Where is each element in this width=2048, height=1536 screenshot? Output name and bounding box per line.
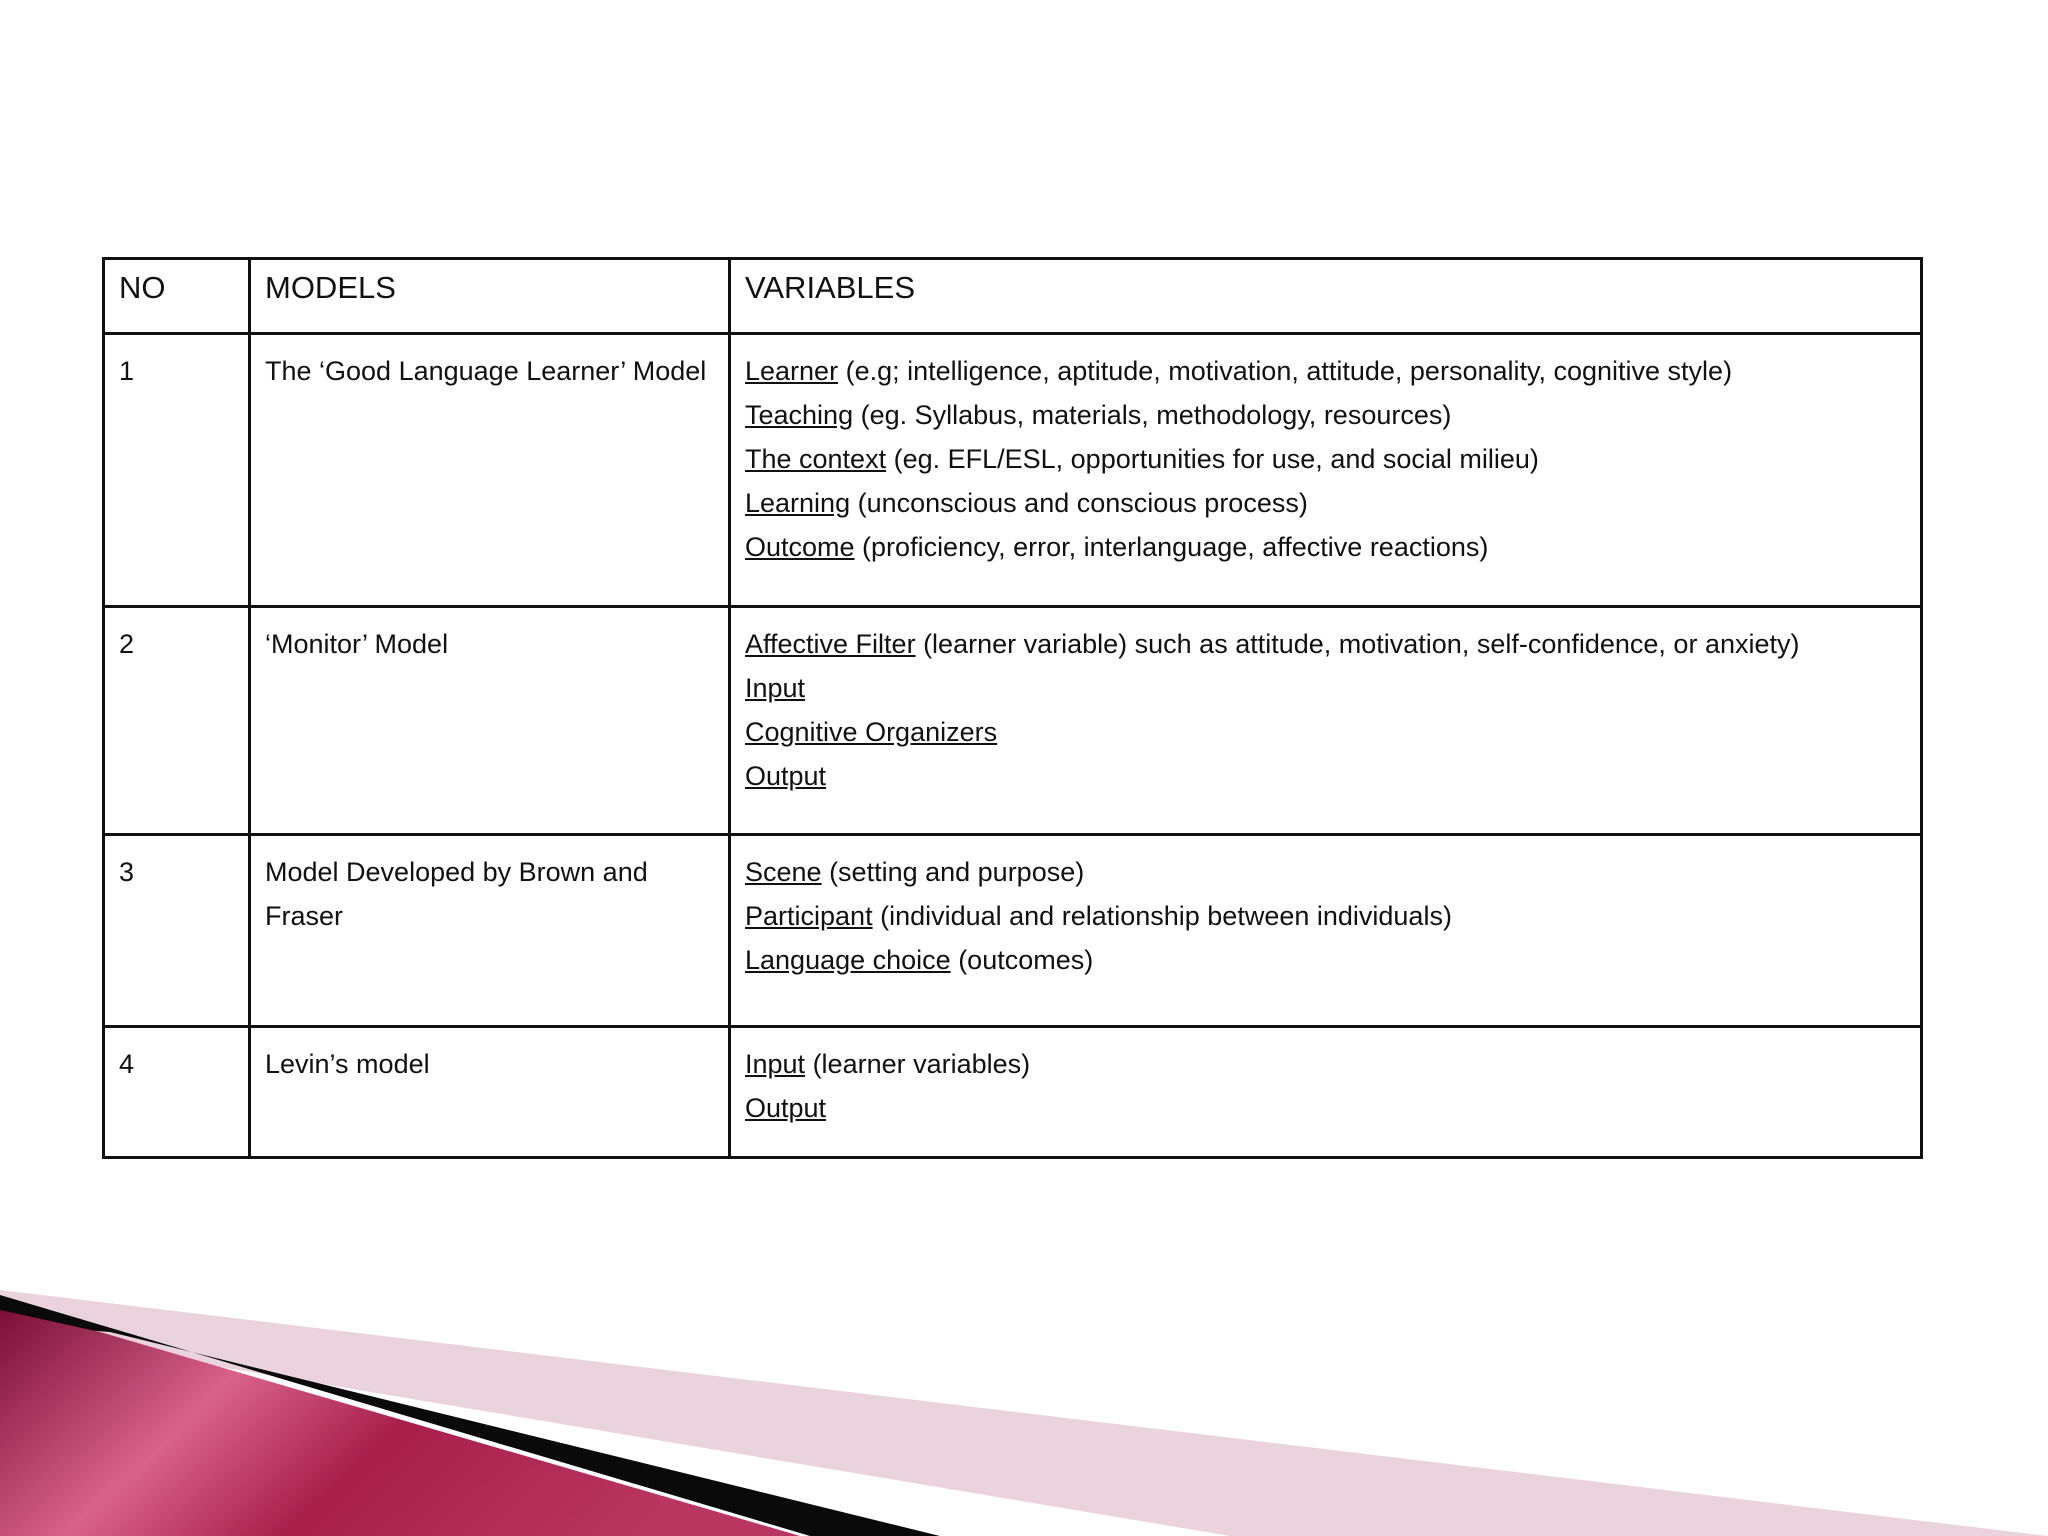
variable-line (745, 349, 1906, 393)
variable-line (745, 393, 1906, 437)
model-name: Model Developed by Brown and Fraser (250, 835, 730, 1027)
variable-detail: (proficiency, error, interlanguage, affective reactions) (854, 532, 1489, 562)
table-row (104, 607, 1922, 835)
variable-term: Input (745, 673, 806, 703)
variable-term: Learner (745, 356, 839, 386)
variable-detail: (e.g; intelligence, aptitude, motivation, attitude, personality, cognitive style) (838, 356, 1733, 386)
variable-term: Scene (745, 857, 822, 887)
variable-line (745, 894, 1906, 938)
variable-line (745, 938, 1906, 982)
variable-line (745, 754, 1906, 798)
variable-line (745, 525, 1906, 569)
variables-cell (730, 835, 1922, 1027)
table-row (104, 1027, 1922, 1158)
variable-line (745, 710, 1906, 754)
variables-cell (730, 334, 1922, 607)
variable-line (745, 850, 1906, 894)
table-row (104, 334, 1922, 607)
variable-term: The context (745, 444, 887, 474)
row-number: 2 (104, 607, 250, 835)
variable-term: Cognitive Organizers (745, 717, 998, 747)
variable-line (745, 481, 1906, 525)
variable-line (745, 437, 1906, 481)
variable-detail: (individual and relationship between individuals) (872, 901, 1452, 931)
variable-line (745, 666, 1906, 710)
variable-term: Language choice (745, 945, 951, 975)
variable-detail: (learner variable) such as attitude, motivation, self-confidence, or anxiety) (915, 629, 1800, 659)
variable-line (745, 1086, 1906, 1130)
model-name: Levin’s model (250, 1027, 730, 1158)
variable-detail: (eg. EFL/ESL, opportunities for use, and social milieu) (886, 444, 1539, 474)
variables-cell (730, 607, 1922, 835)
variable-term: Output (745, 1093, 827, 1123)
row-number: 3 (104, 835, 250, 1027)
table-header-row (104, 259, 1922, 334)
row-number: 4 (104, 1027, 250, 1158)
variable-term: Input (745, 1049, 806, 1079)
variable-line (745, 622, 1906, 666)
row-number: 1 (104, 334, 250, 607)
decorative-swoosh (0, 1290, 2048, 1536)
header-models: MODELS (250, 259, 730, 334)
variables-cell (730, 1027, 1922, 1158)
variable-detail: (unconscious and conscious process) (850, 488, 1308, 518)
variable-detail: (setting and purpose) (821, 857, 1085, 887)
header-no: NO (104, 259, 250, 334)
variable-detail: (eg. Syllabus, materials, methodology, resources) (853, 400, 1452, 430)
variable-term: Output (745, 761, 827, 791)
variable-term: Teaching (745, 400, 854, 430)
variable-detail: (outcomes) (950, 945, 1094, 975)
models-table (102, 257, 1923, 1159)
model-name: ‘Monitor’ Model (250, 607, 730, 835)
table-row (104, 835, 1922, 1027)
variable-line (745, 1042, 1906, 1086)
variable-term: Participant (745, 901, 873, 931)
variable-term: Affective Filter (745, 629, 916, 659)
variable-term: Outcome (745, 532, 855, 562)
variable-term: Learning (745, 488, 851, 518)
model-name: The ‘Good Language Learner’ Model (250, 334, 730, 607)
variable-detail: (learner variables) (805, 1049, 1031, 1079)
header-variables: VARIABLES (730, 259, 1922, 334)
